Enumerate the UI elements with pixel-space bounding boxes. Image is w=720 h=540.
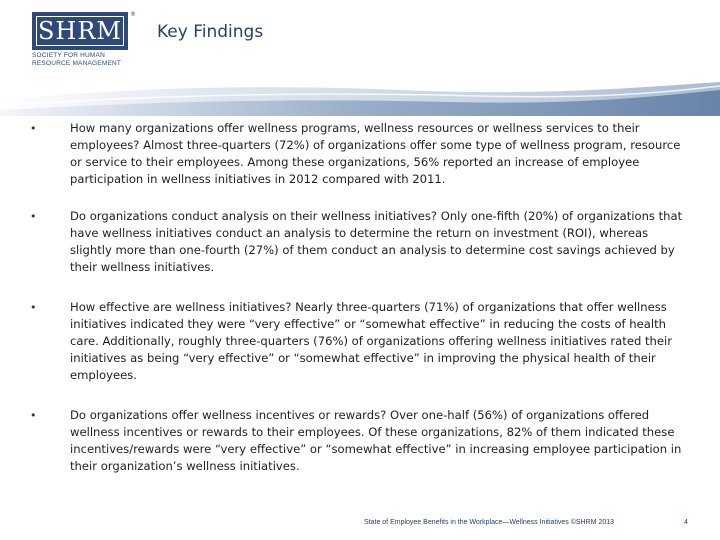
registered-mark: ®	[130, 11, 136, 18]
bullet-icon: •	[30, 409, 37, 422]
finding-text: How many organizations offer wellness programs, wellness resources or wellness services to their employees? Almost three-quarters (72%) of organizations offer some type of wellness program, resource or service to their employees. Among these organizations, 56% reported an increase of employee participation in wellness initiatives in 2012 compared with 2011.	[70, 121, 681, 186]
finding-text: How effective are wellness initiatives? Nearly three-quarters (71%) of organizations that offer wellness initiatives indicated they were “very effective” or “somewhat effective” in reducing the costs of health care. Additionally, roughly three-quarters (76%) of organizations offering wellness initiatives rated their initiatives as being “very effective” or “somewhat effective” in improving the physical health of their employees.	[70, 300, 673, 382]
bullet-icon: •	[30, 301, 37, 314]
bullet-icon: •	[30, 122, 37, 135]
shrm-logo	[32, 11, 136, 74]
logo-wordmark: SHRM	[37, 17, 122, 45]
logo-subtitle	[32, 52, 142, 67]
finding-text: Do organizations conduct analysis on their wellness initiatives? Only one-fifth (20%) of organizations that have wellness initiatives conduct an analysis to determine the return on investment (ROI), whereas slightly more than one-fourth (27%) of them conduct an analysis to determine cost savings achieved by their wellness initiatives.	[70, 209, 683, 274]
bullet-icon: •	[30, 210, 37, 223]
logo-subtitle-line1: SOCIETY FOR HUMAN	[32, 52, 105, 59]
header-banner	[0, 80, 720, 116]
page-number: 4	[684, 519, 688, 526]
logo-subtitle-line2: RESOURCE MANAGEMENT	[32, 59, 122, 67]
logo-mark	[32, 12, 128, 50]
finding-text: Do organizations offer wellness incentives or rewards? Over one-half (56%) of organizations offered wellness incentives or rewards to their employees. Of these organizations, 82% of them indicated these incentives/rewards were “very effective” or “somewhat effective” in increasing employee participation in their organization’s wellness initiatives.	[70, 408, 682, 473]
page-title: Key Findings	[157, 22, 264, 42]
footer-text: State of Employee Benefits in the Workplace—Wellness Initiatives ©SHRM 2013	[364, 519, 615, 526]
